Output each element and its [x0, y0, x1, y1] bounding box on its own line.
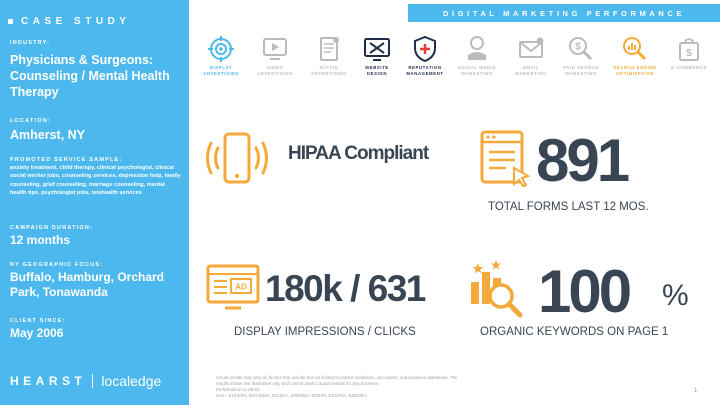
hearst-logo: HEARST [10, 374, 87, 388]
service-social-media-marketing [452, 35, 502, 76]
case-study-sidebar [0, 0, 189, 405]
campaign-duration-label: CAMPAIGN DURATION: [10, 225, 94, 231]
promoted-services-label: PROMOTED SERVICE SAMPLE: [10, 157, 123, 163]
service-website-design [352, 35, 402, 76]
service-line2: ADVERTISING [257, 70, 293, 76]
target-icon [206, 35, 236, 63]
total-forms-value: 891 [536, 127, 628, 194]
service-line1: WEBSITE [365, 65, 389, 70]
website-design-icon [362, 35, 392, 63]
display-impressions-caption: DISPLAY IMPRESSIONS / CLICKS [234, 326, 416, 338]
client-since-label: CLIENT SINCE: [10, 318, 66, 324]
industry-value: Physicians & Surgeons: Counseling / Mental Health Therapy [10, 53, 170, 99]
service-reputation-management [400, 35, 450, 76]
service-line1: REPUTATION [408, 65, 442, 70]
organic-keywords-caption: ORGANIC KEYWORDS ON PAGE 1 [480, 326, 669, 338]
paid-search-icon [566, 35, 596, 63]
service-video-advertising [250, 35, 300, 76]
display-impressions-value: 180k / 631 [265, 268, 425, 309]
service-line2: MANAGEMENT [406, 70, 444, 76]
service-line2: DESIGN [366, 70, 388, 76]
email-icon [516, 35, 546, 63]
promoted-services-value: anxiety treatment, child therapy, clinical psychologist, clinical social worker jobs, counseling services, depression help, family counseling, grief counseling, marriage counseling, mental health tips, psychologist jobs, telehealth services [10, 165, 181, 197]
social-thumbs-icon [462, 35, 492, 63]
service-line1: PAID SEARCH [563, 65, 599, 70]
disclaimer-line: results shown are illustrative only and cannot predict actual results for any business. [216, 380, 380, 386]
brand-divider [92, 374, 93, 388]
page-number: 1 [694, 388, 698, 394]
service-line2: OPTIMIZATION [616, 70, 654, 76]
industry-label: INDUSTRY: [10, 40, 51, 46]
service-email-marketing [506, 35, 556, 76]
service-line1: VIDEO [266, 65, 284, 70]
brand-footer [10, 373, 161, 389]
service-line2: MARKETING [515, 70, 547, 76]
form-document-icon [478, 128, 534, 190]
organic-keywords-value: 100 [538, 258, 630, 325]
article-icon [314, 35, 344, 63]
service-line1: NATIVE [319, 65, 339, 70]
service-line2: ADVERTISING [203, 70, 239, 76]
service-line2: ADVERTISING [311, 70, 347, 76]
geographic-focus-label: NY GEOGRAPHIC FOCUS: [10, 262, 104, 268]
location-value: Amherst, NY [10, 128, 86, 142]
case-study-title: CASE STUDY [8, 16, 130, 27]
geographic-focus-value: Buffalo, Hamburg, Orchard Park, Tonawanda [10, 270, 165, 300]
hipaa-compliant: HIPAA Compliant [288, 143, 429, 164]
service-line1: E-COMMERCE [671, 65, 707, 70]
client-since-value: May 2006 [10, 326, 64, 340]
localedge-logo: localedge [101, 373, 162, 389]
service-e-commerce [664, 35, 714, 71]
svg-text:AD: AD [235, 282, 247, 292]
disclaimer-line: Actual results may vary on factors that include but not limited to market conditions, ad content, and business operations. The [216, 375, 458, 380]
total-forms-caption: TOTAL FORMS LAST 12 MOS. [488, 201, 649, 213]
service-search-engine-optimization [610, 35, 660, 76]
organic-keywords-unit: % [662, 279, 689, 312]
display-ad-icon [205, 262, 261, 314]
service-line2: MARKETING [461, 70, 493, 76]
shopping-bag-icon [674, 35, 704, 63]
disclaimer-line: Performance to 2/8/23 [216, 386, 260, 392]
disclaimer [216, 375, 506, 399]
service-line1: EMAIL [522, 65, 540, 70]
disclaimer-line: Unit – EHXEPA, WSADIMA, ECUEIA, EPROEA, EDEPA, EDSPVA, ESEOEA [216, 392, 367, 398]
performance-banner: DIGITAL MARKETING PERFORMANCE [408, 4, 720, 22]
location-label: LOCATION: [10, 118, 51, 124]
campaign-duration-value: 12 months [10, 233, 71, 247]
service-line1: SEARCH ENGINE [613, 65, 657, 70]
service-paid-search-marketing [556, 35, 606, 76]
service-line1: DISPLAY [209, 65, 233, 70]
seo-magnifier-icon [620, 35, 650, 63]
svg-text:$: $ [686, 48, 692, 59]
shield-plus-icon [410, 35, 440, 63]
service-native-advertising [304, 35, 354, 76]
service-line1: SOCIAL MEDIA [457, 65, 497, 70]
svg-text:$: $ [575, 41, 581, 53]
phone-icon [205, 128, 270, 190]
video-player-icon [260, 35, 290, 63]
keyword-growth-icon [467, 258, 537, 318]
square-bullet-icon [8, 19, 13, 24]
service-line2: MARKETING [565, 70, 597, 76]
service-display-advertising [196, 35, 246, 76]
